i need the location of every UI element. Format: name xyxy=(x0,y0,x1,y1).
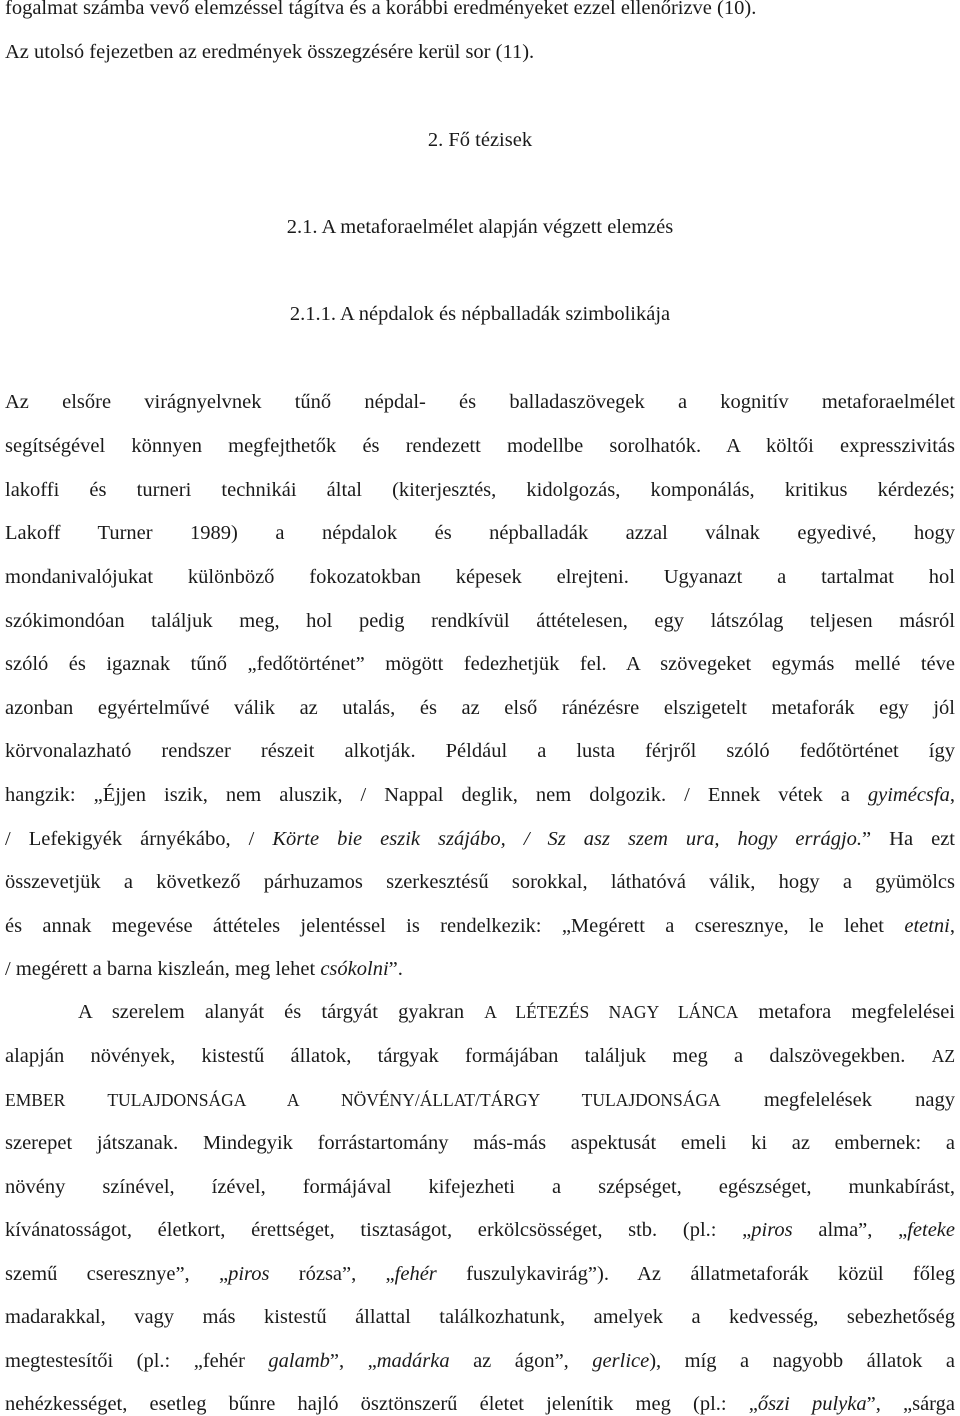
paragraph-line xyxy=(5,827,955,851)
subsubsection-heading: 2.1.1. A népdalok és népballadák szimbolikája xyxy=(289,303,671,325)
small-caps-run: A LÉTEZÉS NAGY LÁNCA xyxy=(484,1002,739,1022)
text-run: megtestesítői (pl.: „fehér xyxy=(5,1350,245,1372)
paragraph-line: körvonalazható rendszer részeit alkotják. Például a lusta férjről szóló fedőtörténet így xyxy=(5,740,955,762)
italic-run: őszi pulyka xyxy=(757,1393,867,1415)
italic-run: fehér xyxy=(394,1263,437,1285)
paragraph-line: segítségével könnyen megfejthetők és rendezett modellbe sorolhatók. A költői expresszivitás xyxy=(5,435,955,457)
text-run: alapján növények, kistestű állatok, tárgyak formájában találjuk meg a dalszövegekben. xyxy=(5,1045,906,1067)
text-run: ”, „ xyxy=(329,1350,377,1372)
italic-run: galamb xyxy=(268,1350,330,1372)
paragraph-line: madarakkal, vagy más kistestű állattal találkozhatunk, amelyek a kedvesség, sebezhetőség xyxy=(5,1306,955,1328)
paragraph-line: szókimondóan találjuk meg, hol pedig rendkívül áttételesen, egy látszólag teljesen másról xyxy=(5,610,955,632)
italic-run: feteke xyxy=(907,1219,955,1241)
paragraph-line xyxy=(5,1218,955,1242)
paragraph-line xyxy=(5,783,955,807)
paragraph-line: szóló és igaznak tűnő „fedőtörténet” mögött fedezhetjük fel. A szövegeket egymás mellé téve xyxy=(5,653,955,675)
text-run: A szerelem alanyát és tárgyát gyakran xyxy=(78,1001,465,1023)
text-run: metafora megfelelései xyxy=(758,1001,955,1023)
text-run: , xyxy=(949,784,955,806)
text-run: rózsa”, „ xyxy=(269,1263,395,1285)
paragraph-line: azonban egyértelművé válik az utalás, és az első ránézésre elszigetelt metaforák egy jól xyxy=(5,697,955,719)
text-run: / megérett a barna kiszleán, meg lehet xyxy=(5,958,316,980)
italic-run: piros xyxy=(228,1263,270,1285)
paragraph-line xyxy=(5,1044,955,1068)
text-run: , xyxy=(949,915,956,937)
italic-run: piros xyxy=(751,1219,793,1241)
subsection-heading: 2.1. A metaforaelmélet alapján végzett elemzés xyxy=(286,216,674,238)
italic-run: Körte bie eszik szájábo, / Sz asz szem ura, hogy errágjo. xyxy=(272,828,863,850)
paragraph-line xyxy=(5,1262,955,1286)
paragraph-line: lakoffi és turneri technikái által (kiterjesztés, kidolgozás, komponálás, kritikus kérdezés; xyxy=(5,479,955,501)
intro-line-1: fogalmat számba vevő elemzéssel tágítva és a korábbi eredményeket ezzel ellenőrizve (10). xyxy=(5,0,757,19)
paragraph-line xyxy=(5,1392,955,1416)
paragraph-line xyxy=(5,914,955,938)
paragraph-line xyxy=(78,1000,955,1024)
text-run: ”, „sárga xyxy=(866,1393,955,1415)
paragraph-line xyxy=(5,1088,955,1112)
text-run: ”. xyxy=(388,958,403,980)
text-run: alma”, „ xyxy=(792,1219,908,1241)
text-run: kívánatosságot, életkort, érettséget, tisztaságot, erkölcsösséget, stb. (pl.: „ xyxy=(5,1219,752,1241)
text-run: hangzik: „Éjjen iszik, nem aluszik, / Nappal deglik, nem dolgozik. / Ennek vétek a xyxy=(5,784,850,806)
text-run: az ágon”, xyxy=(449,1350,569,1372)
italic-run: csókolni xyxy=(320,958,389,980)
text-run: / Lefekigyék árnyékábo, / xyxy=(5,828,255,850)
text-run: nehézkességet, esetleg bűnre hajló ösztönszerű életet jelenítik meg (pl.: „ xyxy=(5,1393,758,1415)
paragraph-line xyxy=(5,1349,955,1373)
text-run: megfelelések nagy xyxy=(763,1089,955,1111)
italic-run: gyimécsfa xyxy=(867,784,950,806)
italic-run: etetni xyxy=(904,915,950,937)
paragraph-line: mondanivalójukat különböző fokozatokban képesek elrejteni. Ugyanazt a tartalmat hol xyxy=(5,566,955,588)
small-caps-run: AZ xyxy=(931,1046,956,1066)
text-run: ), míg a nagyobb állatok a xyxy=(649,1350,956,1372)
small-caps-run: EMBER TULAJDONSÁGA A NÖVÉNY/ÁLLAT/TÁRGY TULAJDONSÁGA xyxy=(5,1090,721,1110)
section-heading: 2. Fő tézisek xyxy=(427,129,533,151)
text-run: fuszulykavirág”). Az állatmetaforák közül főleg xyxy=(436,1263,955,1285)
paragraph-line: Az elsőre virágnyelvnek tűnő népdal- és balladaszövegek a kognitív metaforaelmélet xyxy=(5,391,955,413)
paragraph-line: összevetjük a következő párhuzamos szerkesztésű sorokkal, láthatóvá válik, hogy a gyümölcs xyxy=(5,871,955,893)
italic-run: gerlice xyxy=(592,1350,650,1372)
text-run: ” Ha ezt xyxy=(862,828,955,850)
italic-run: madárka xyxy=(376,1350,450,1372)
text-run: és annak megevése áttételes jelentéssel is rendelkezik: „Megérett a cseresznye, le lehet xyxy=(5,915,884,937)
paragraph-line: Lakoff Turner 1989) a népdalok és népballadák azzal válnak egyedivé, hogy xyxy=(5,522,955,544)
paragraph-line xyxy=(5,957,955,981)
text-run: szemű cseresznye”, „ xyxy=(5,1263,229,1285)
paragraph-line: növény színével, ízével, formájával kifejezheti a szépséget, egészséget, munkabírást, xyxy=(5,1176,955,1198)
intro-line-2: Az utolsó fejezetben az eredmények összegzésére kerül sor (11). xyxy=(5,41,535,63)
paragraph-line: szerepet játszanak. Mindegyik forrástartomány más-más aspektusát emeli ki az embernek: a xyxy=(5,1132,955,1154)
